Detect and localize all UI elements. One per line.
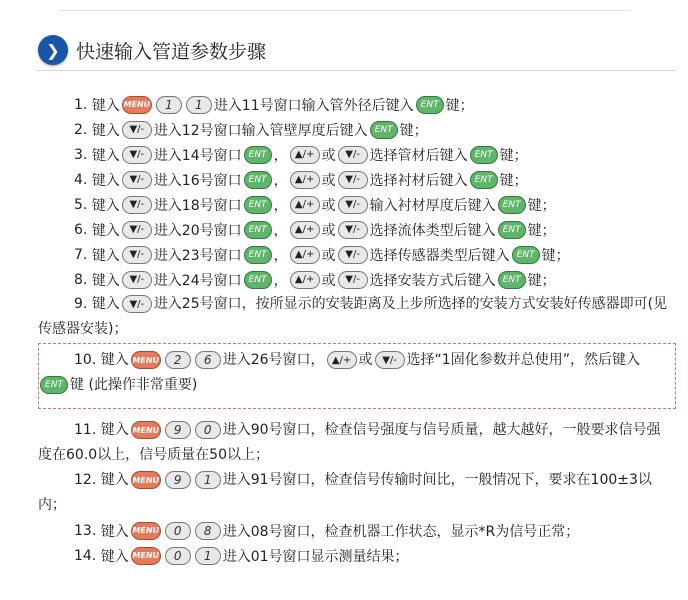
digit-key: 9	[165, 421, 191, 439]
step-text: 键；	[541, 247, 570, 264]
step-text: 键入	[100, 352, 129, 368]
step-text: ，	[273, 247, 288, 264]
step-4	[38, 167, 678, 192]
step-12	[38, 468, 674, 518]
digit-key: 6	[195, 351, 221, 369]
step-text: ，	[273, 272, 288, 289]
down-key: ▼/-	[122, 295, 152, 313]
step-text: ，	[273, 197, 288, 214]
step-text: 或	[321, 222, 336, 239]
down-key: ▼/-	[338, 171, 368, 189]
step-text: 或	[321, 147, 336, 164]
digit-key: 0	[165, 547, 191, 565]
digit-key: 0	[195, 421, 221, 439]
step-text: 键入	[91, 272, 120, 289]
step-text: 键入	[91, 296, 120, 312]
step-13	[38, 518, 674, 543]
step-number: 14.	[74, 547, 97, 564]
step-5	[38, 192, 678, 217]
menu-key: MENU	[131, 522, 161, 540]
step-1	[38, 92, 678, 117]
step-6	[38, 217, 678, 242]
step-number: 10.	[74, 352, 97, 368]
step-10-line	[38, 348, 670, 398]
up-key: ▲/+	[327, 351, 357, 369]
step-number: 2.	[74, 121, 88, 138]
ent-key: ENT	[40, 376, 68, 394]
step-number: 11.	[74, 422, 97, 438]
step-text: 选择安装方式后键入	[369, 272, 496, 289]
step-number: 3.	[74, 146, 88, 163]
down-key: ▼/-	[122, 196, 152, 214]
ent-key: ENT	[498, 271, 526, 289]
ent-key: ENT	[244, 196, 272, 214]
ent-key: ENT	[498, 196, 526, 214]
top-divider	[60, 10, 630, 11]
chevron-down-icon: ❯	[38, 35, 68, 65]
step-text: 键入	[91, 172, 120, 189]
steps-list-b	[38, 418, 674, 568]
step-text: 进入12号窗口输入管壁厚度后键入	[153, 122, 368, 139]
step-text: 键；	[527, 222, 556, 239]
menu-key: MENU	[131, 471, 161, 489]
digit-key: 1	[195, 471, 221, 489]
ent-key: ENT	[370, 121, 398, 139]
step-text: 键入	[91, 222, 120, 239]
ent-key: ENT	[244, 221, 272, 239]
digit-key: 1	[186, 96, 212, 114]
down-key: ▼/-	[375, 351, 405, 369]
step-text: 键；	[499, 172, 528, 189]
step-number: 4.	[74, 171, 88, 188]
step-text: 进入25号窗口，按所显示的安装距离及上步所选择的安装方式安装好传感器即可(见传感器安装)；	[38, 296, 668, 337]
step-7	[38, 242, 678, 267]
step-text: 进入14号窗口	[153, 147, 242, 164]
step-text: 选择衬材后键入	[369, 172, 468, 189]
steps-list	[38, 92, 678, 342]
step-text: 进入20号窗口	[153, 222, 242, 239]
up-key: ▲/+	[290, 221, 320, 239]
step-text: 进入11号窗口输入管外径后键入	[213, 97, 414, 114]
step-10	[38, 348, 670, 398]
ent-key: ENT	[244, 171, 272, 189]
step-text: 键入	[91, 122, 120, 139]
down-key: ▼/-	[122, 146, 152, 164]
step-text: 进入26号窗口，	[222, 352, 325, 368]
down-key: ▼/-	[122, 171, 152, 189]
step-text: 或	[321, 247, 336, 264]
step-text: 键入	[100, 548, 129, 565]
step-text: 键；	[399, 122, 428, 139]
down-key: ▼/-	[338, 271, 368, 289]
step-text: 或	[321, 197, 336, 214]
step-text: ，	[273, 222, 288, 239]
step-text: 键入	[100, 472, 129, 488]
up-key: ▲/+	[290, 271, 320, 289]
step-text: 选择“1固化参数并总使用”，然后键入	[406, 352, 640, 368]
step-text: 键 (此操作非常重要)	[70, 377, 198, 393]
step-text: 进入08号窗口，检查机器工作状态，显示*R为信号正常；	[222, 523, 580, 540]
down-key: ▼/-	[122, 221, 152, 239]
ent-key: ENT	[470, 171, 498, 189]
ent-key: ENT	[470, 146, 498, 164]
step-text: 键入	[100, 422, 129, 438]
step-text: 选择管材后键入	[369, 147, 468, 164]
step-text: ，	[273, 147, 288, 164]
step-2	[38, 117, 678, 142]
digit-key: 2	[165, 351, 191, 369]
step-text: 进入16号窗口	[153, 172, 242, 189]
step-text: 键；	[527, 272, 556, 289]
step-3	[38, 142, 678, 167]
up-key: ▲/+	[290, 246, 320, 264]
ent-key: ENT	[498, 221, 526, 239]
step-text: ，	[273, 172, 288, 189]
digit-key: 9	[165, 471, 191, 489]
step-text: 进入23号窗口	[153, 247, 242, 264]
step-text: 进入90号窗口，检查信号强度与信号质量，越大越好，一般要求信号强度在60.0以上，信号质量在50以上；	[38, 422, 661, 463]
down-key: ▼/-	[338, 246, 368, 264]
step-text: 进入24号窗口	[153, 272, 242, 289]
section-header	[38, 32, 266, 68]
step-text: 键入	[91, 147, 120, 164]
digit-key: 8	[195, 522, 221, 540]
step-text: 选择传感器类型后键入	[369, 247, 510, 264]
step-number: 7.	[74, 246, 88, 263]
step-number: 8.	[74, 271, 88, 288]
step-text: 或	[358, 352, 373, 368]
page-title: 快速输入管道参数步骤	[76, 40, 267, 63]
step-text: 键入	[91, 97, 120, 114]
step-text: 选择流体类型后键入	[369, 222, 496, 239]
digit-key: 1	[195, 547, 221, 565]
menu-key: MENU	[131, 421, 161, 439]
step-text: 键；	[445, 97, 474, 114]
menu-key: MENU	[131, 547, 161, 565]
digit-key: 1	[156, 96, 182, 114]
step-11	[38, 418, 674, 468]
up-key: ▲/+	[290, 146, 320, 164]
step-text: 键；	[527, 197, 556, 214]
down-key: ▼/-	[338, 146, 368, 164]
ent-key: ENT	[416, 96, 444, 114]
ent-key: ENT	[244, 271, 272, 289]
step-number: 9.	[74, 296, 88, 312]
step-text: 键；	[499, 147, 528, 164]
step-8	[38, 267, 678, 292]
ent-key: ENT	[512, 246, 540, 264]
down-key: ▼/-	[338, 196, 368, 214]
step-number: 12.	[74, 472, 97, 488]
step-number: 1.	[74, 96, 88, 113]
step-9	[38, 292, 678, 342]
step-text: 键入	[91, 247, 120, 264]
down-key: ▼/-	[122, 246, 152, 264]
header-divider	[36, 70, 676, 71]
up-key: ▲/+	[290, 196, 320, 214]
menu-key: MENU	[122, 96, 152, 114]
menu-key: MENU	[131, 351, 161, 369]
step-number: 6.	[74, 221, 88, 238]
step-text: 或	[321, 172, 336, 189]
ent-key: ENT	[244, 246, 272, 264]
down-key: ▼/-	[122, 121, 152, 139]
step-14	[38, 543, 674, 568]
step-text: 进入91号窗口，检查信号传输时间比，一般情况下，要求在100±3以内；	[38, 472, 652, 513]
step-number: 5.	[74, 196, 88, 213]
step-text: 或	[321, 272, 336, 289]
down-key: ▼/-	[122, 271, 152, 289]
digit-key: 0	[165, 522, 191, 540]
ent-key: ENT	[244, 146, 272, 164]
step-number: 13.	[74, 522, 97, 539]
up-key: ▲/+	[290, 171, 320, 189]
step-text: 输入衬材厚度后键入	[369, 197, 496, 214]
step-text: 键入	[91, 197, 120, 214]
step-text: 键入	[100, 523, 129, 540]
down-key: ▼/-	[338, 221, 368, 239]
step-text: 进入01号窗口显示测量结果；	[222, 548, 409, 565]
step-text: 进入18号窗口	[153, 197, 242, 214]
